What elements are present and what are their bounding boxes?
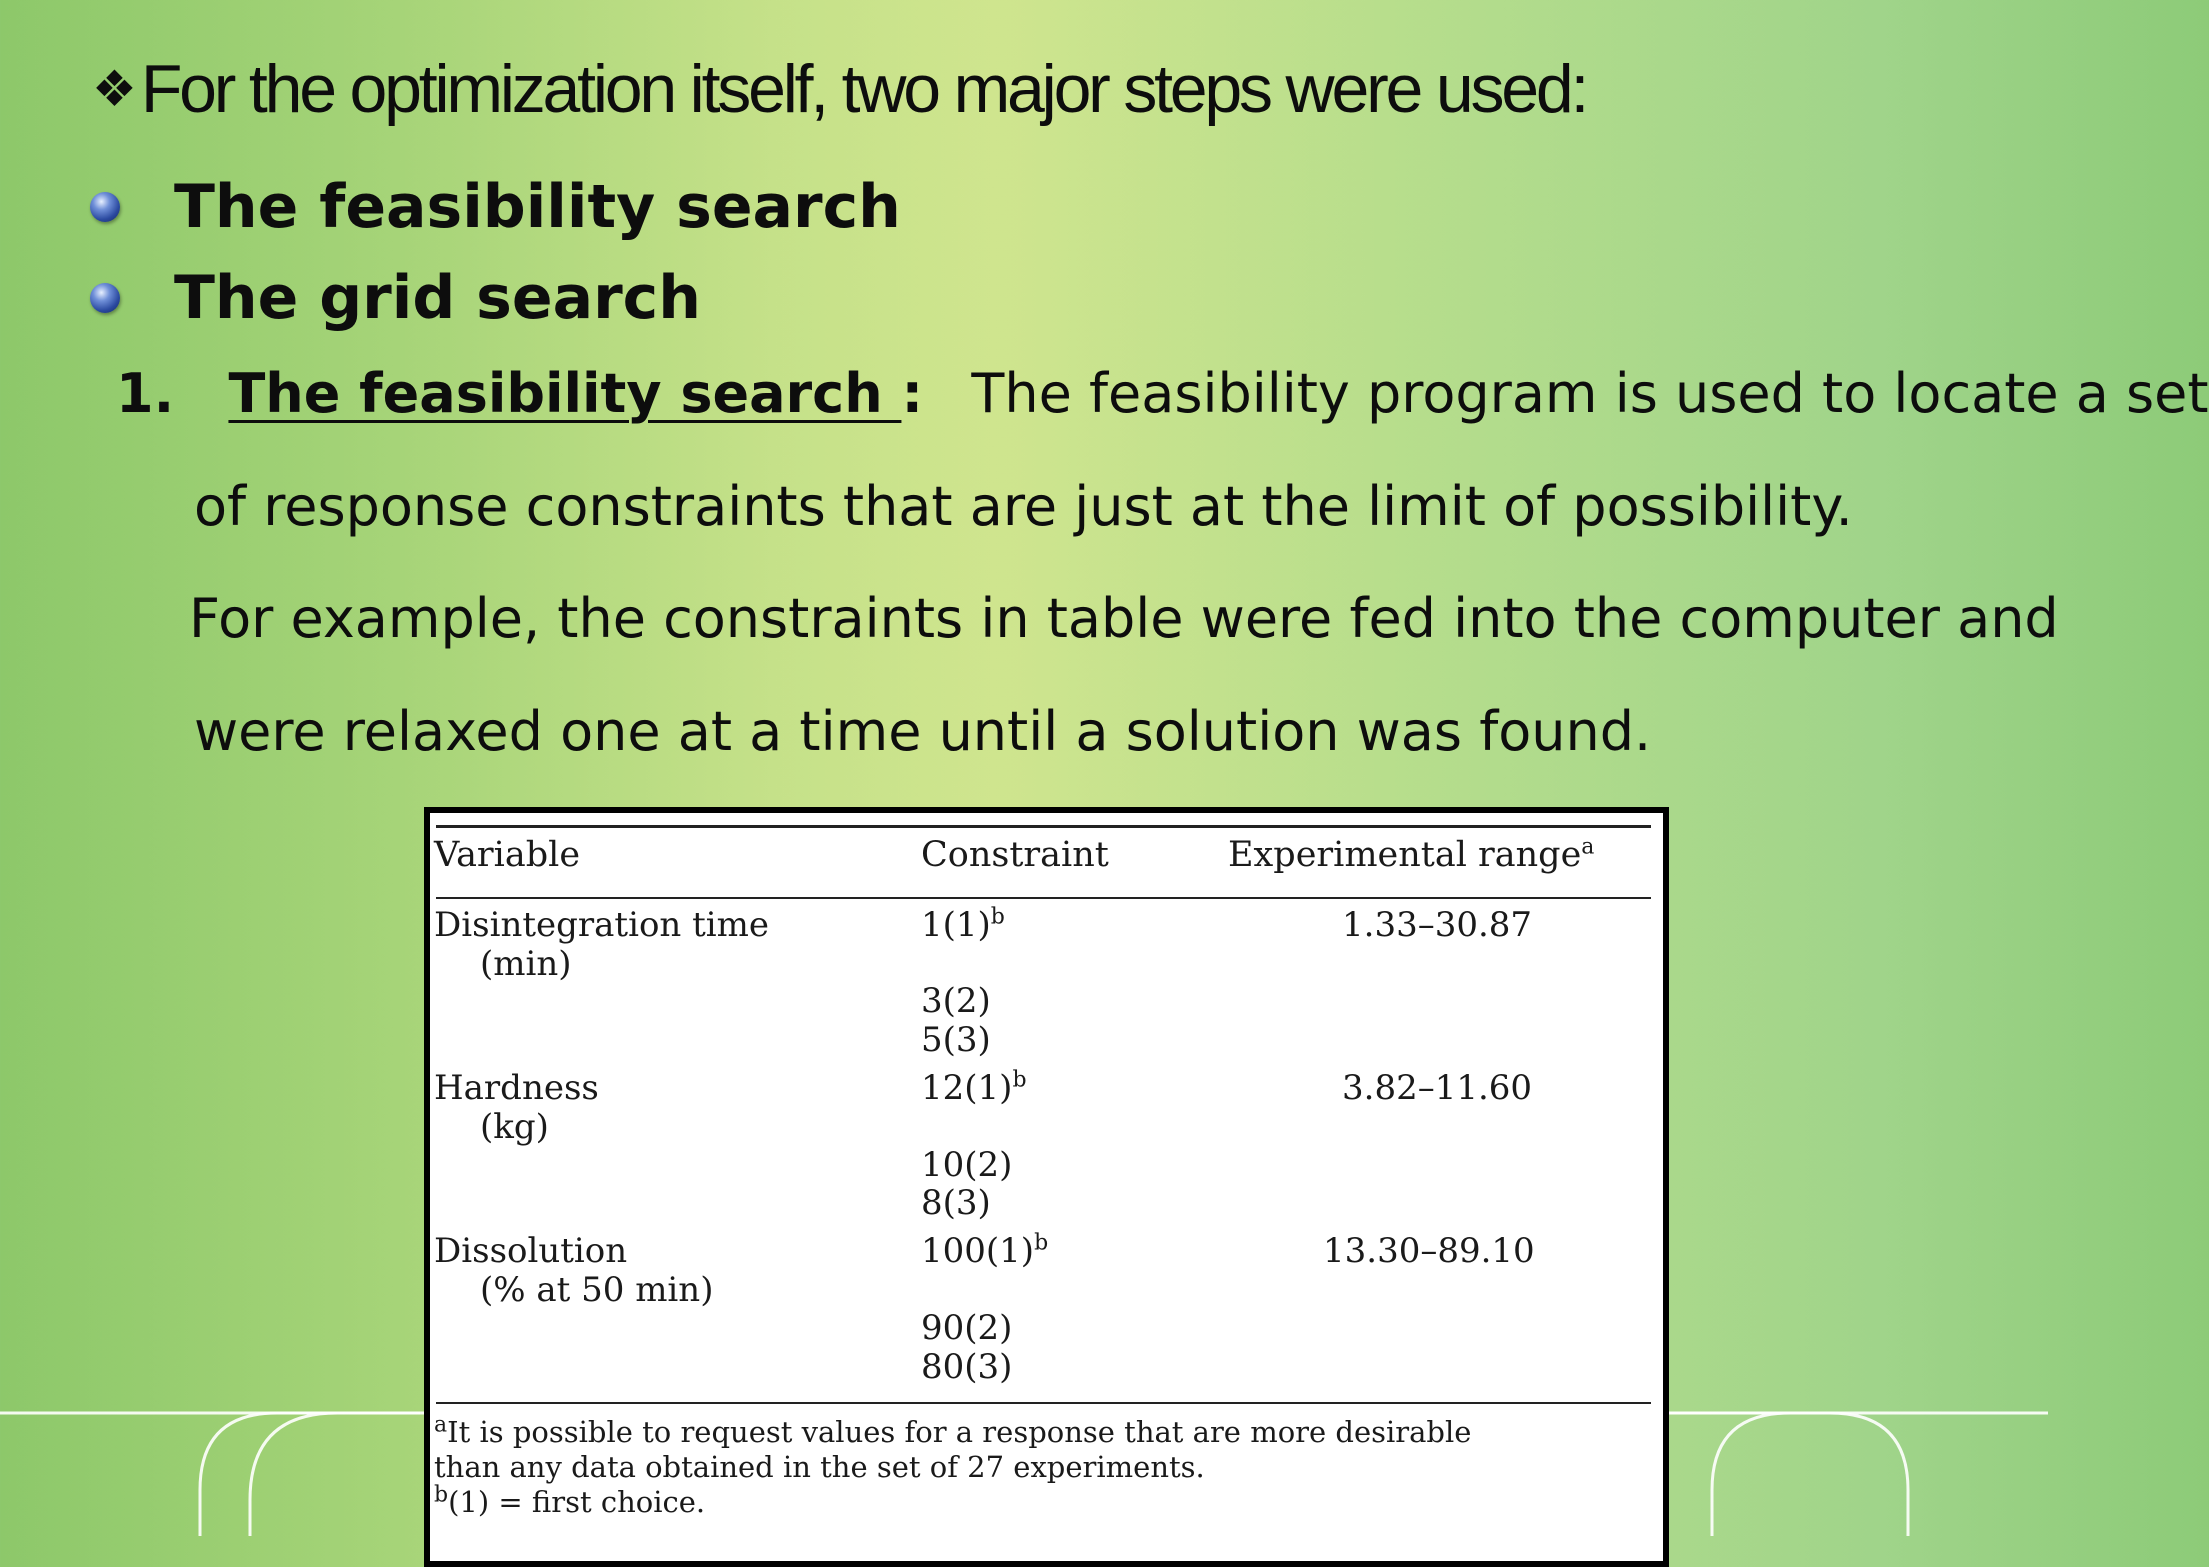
slide-heading (92, 50, 1586, 128)
table-row-3-constraint-3: 80(3) (921, 1347, 1013, 1387)
table-row-2-unit: (kg) (480, 1107, 549, 1147)
heading-text: For the optimization itself, two major steps were used: (140, 51, 1587, 127)
footnote-b: $^b$(1) = first choice. (434, 1482, 706, 1519)
table-row-1-constraint-3: 5(3) (921, 1020, 991, 1060)
bullet-item-feasibility (90, 172, 901, 242)
orb-bullet-icon (90, 283, 120, 313)
constraints-table (424, 807, 1669, 1567)
table-row-3-variable: Dissolution (434, 1231, 628, 1271)
paragraph-line-4: were relaxed one at a time until a solution was found. (194, 700, 1652, 763)
table-top-rule (436, 825, 1651, 828)
table-row-1-range: 1.33–30.87 (1342, 905, 1533, 945)
table-row-2-range: 3.82–11.60 (1342, 1068, 1533, 1108)
paragraph-line-2: of response constraints that are just at the limit of possibility. (194, 475, 1853, 538)
table-header-rule (436, 897, 1651, 899)
header-constraint: Constraint (921, 835, 1109, 875)
table-row-3-constraint-1: $100(1)^b$ (921, 1230, 1049, 1271)
table-row-3-range: 13.30–89.10 (1323, 1231, 1535, 1271)
footnote-a-line-1: $^a$It is possible to request values for a response that are more desirable (434, 1412, 1472, 1449)
paragraph-line-3: For example, the constraints in table were fed into the computer and (189, 587, 2059, 650)
bullet-text: The feasibility search (174, 172, 901, 242)
item-colon: : (901, 362, 924, 425)
table-row-1-constraint-2: 3(2) (921, 981, 991, 1021)
orb-bullet-icon (90, 192, 120, 222)
table-bottom-rule (436, 1402, 1651, 1404)
bullet-text: The grid search (174, 263, 701, 333)
numbered-item-line-1 (116, 362, 2209, 425)
table-row-1-unit: (min) (480, 944, 572, 984)
table-row-3-unit: (% at 50 min) (480, 1270, 714, 1310)
table-row-1-variable: Disintegration time (434, 905, 770, 945)
header-range: Experimental range$^a$ (1228, 834, 1595, 875)
table-row-3-constraint-2: 90(2) (921, 1308, 1013, 1348)
item-text: The feasibility program is used to locate a set (971, 362, 2209, 425)
header-variable: Variable (434, 835, 581, 875)
table-row-2-constraint-3: 8(3) (921, 1183, 991, 1223)
table-row-1-constraint-1: $1(1)^b$ (921, 904, 1005, 945)
table-row-2-variable: Hardness (434, 1068, 599, 1108)
bullet-item-grid (90, 263, 701, 333)
item-title: The feasibility search (228, 362, 902, 425)
item-number: 1. (116, 362, 175, 425)
table-row-2-constraint-2: 10(2) (921, 1145, 1013, 1185)
table-row-2-constraint-1: $12(1)^b$ (921, 1067, 1027, 1108)
diamond-bullet-icon: ❖ (92, 61, 137, 117)
footnote-a-line-2: than any data obtained in the set of 27 experiments. (434, 1450, 1205, 1484)
